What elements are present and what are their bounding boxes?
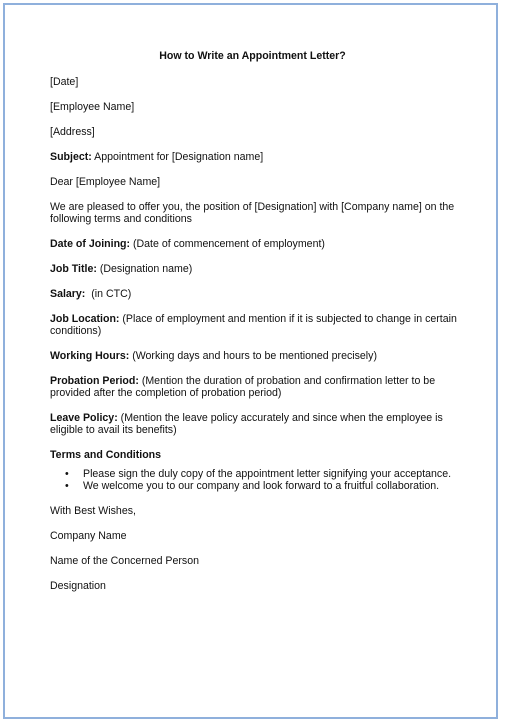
field-label: Working Hours: [50, 350, 130, 362]
field-value: (Place of employment and mention if it is subjected to change in certain conditions) [50, 313, 457, 337]
field-working-hours [50, 350, 460, 362]
page-title: How to Write an Appointment Letter? [159, 50, 346, 62]
field-value: (Mention the duration of probation and confirmation letter to be provided after the completion of probation period) [50, 375, 436, 399]
field-value: (Designation name) [96, 263, 193, 275]
salutation: Dear [Employee Name] [50, 176, 161, 188]
date-placeholder: [Date] [50, 76, 79, 88]
field-label: Date of Joining: [50, 238, 131, 250]
terms-heading: Terms and Conditions [50, 449, 162, 461]
designation-placeholder: Designation [50, 580, 106, 592]
address-placeholder: [Address] [50, 126, 95, 138]
field-job-title [50, 263, 460, 275]
company-name-placeholder: Company Name [50, 530, 127, 542]
field-probation-period [50, 375, 460, 399]
list-item-text: Please sign the duly copy of the appointment letter signifying your acceptance. [83, 468, 452, 480]
field-label: Job Title: [50, 263, 97, 275]
field-salary [50, 288, 460, 300]
list-item [50, 480, 460, 492]
field-job-location [50, 313, 460, 337]
field-label: Job Location: [50, 313, 120, 325]
terms-list [50, 468, 460, 492]
subject-label: Subject: [50, 151, 92, 163]
subject-value: Appointment for [Designation name] [91, 151, 264, 163]
field-label: Leave Policy: [50, 412, 118, 424]
field-leave-policy [50, 412, 460, 436]
subject-line [50, 151, 460, 163]
list-item [50, 468, 460, 480]
field-value: (Working days and hours to be mentioned precisely) [129, 350, 377, 362]
field-label: Probation Period: [50, 375, 139, 387]
list-item-text: We welcome you to our company and look forward to a fruitful collaboration. [83, 480, 440, 492]
field-label: Salary: [50, 288, 86, 300]
field-date-of-joining [50, 238, 460, 250]
employee-name-placeholder: [Employee Name] [50, 101, 135, 113]
concerned-person-placeholder: Name of the Concerned Person [50, 555, 199, 567]
intro-paragraph: We are pleased to offer you, the position of [Designation] with [Company name] on the following terms and conditions [50, 201, 455, 225]
closing: With Best Wishes, [50, 505, 136, 517]
bullet-icon: • [65, 468, 69, 480]
field-value: (Date of commencement of employment) [130, 238, 325, 250]
field-value: (Mention the leave policy accurately and since when the employee is eligible to avail its benefits) [50, 412, 443, 436]
field-value: (in CTC) [85, 288, 132, 300]
bullet-icon: • [65, 480, 69, 492]
letter-body [50, 50, 460, 605]
